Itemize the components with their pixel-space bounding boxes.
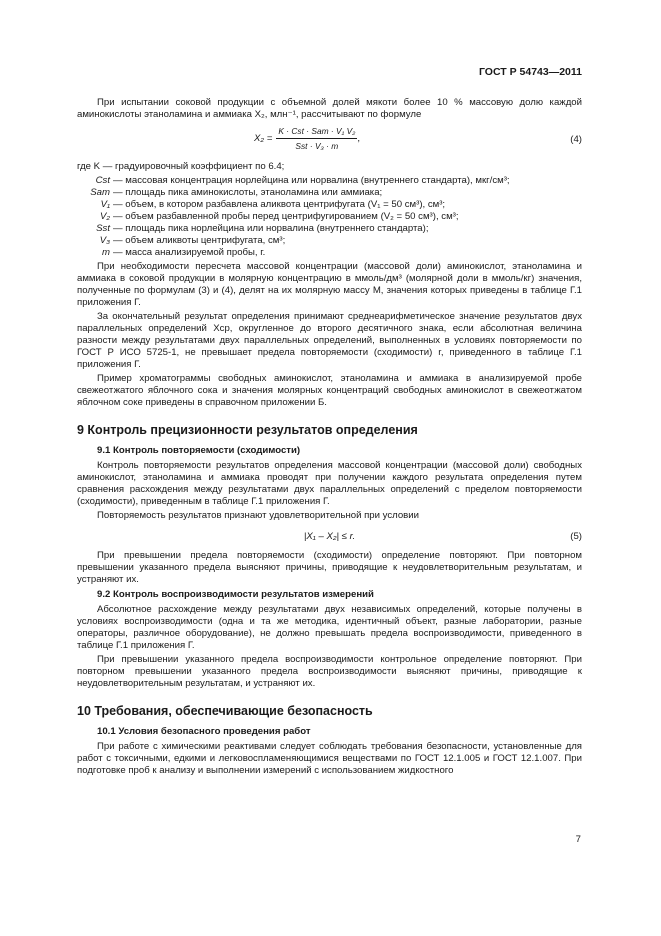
section-10-title: 10 Требования, обеспечивающие безопасность	[77, 704, 373, 718]
definition-symbol: Cst	[95, 175, 110, 186]
definition-symbol: V₃	[99, 235, 110, 246]
definition-text: — площадь пика норлейцина или норвалина (внутреннего стандарта);	[113, 223, 429, 234]
definition-symbol: Sst	[96, 223, 110, 234]
definition-symbol: m	[102, 247, 110, 258]
formula-4-fraction	[276, 125, 357, 152]
definition-text: — площадь пика аминокислоты, этаноламина или аммиака;	[113, 187, 383, 198]
formula-5-number: (5)	[570, 531, 582, 542]
definition-item	[77, 211, 582, 223]
definition-text: — масса анализируемой пробы, г.	[113, 247, 266, 258]
formula-5-expression: |X₁ – X₂| ≤ r.	[303, 531, 356, 542]
paragraph-9-1-b: Повторяемость результатов признают удовлетворительной при условии	[97, 510, 419, 521]
paragraph-chromatogram-example: Пример хроматограммы свободных аминокислот, этаноламина и аммиака в анализируемой пробе свежеотжатого яблочного сока и значения молярных концентраций свободных аминокислот в свежеотжатом яблочном соке приведены в справочном приложении Б.	[77, 373, 582, 408]
subsection-9-2-title: 9.2 Контроль воспроизводимости результатов измерений	[97, 589, 374, 600]
paragraph-9-2-b: При превышении указанного предела воспроизводимости контрольное определение повторяют. При повторном превышении указанного предела воспроизводимости выясняют причины, приводящие к неудовлетворительным результатам, и устраняют их.	[77, 654, 582, 689]
formula-5	[77, 526, 582, 548]
paragraph-9-1-a: Контроль повторяемости результатов определения массовой концентрации (массовой доли) свободных аминокислот, этаноламина и аммиака проводят при получении каждого результата определения путем сравнения расхождения между результатами двух параллельных определений с пределом повторяемости (сходимости), приведенным в таблице Г.1 приложения Г.	[77, 460, 582, 507]
definition-item	[77, 175, 582, 187]
page-number: 7	[575, 834, 581, 845]
definition-text: — объем аликвоты центрифугата, см³;	[113, 235, 286, 246]
paragraph-10-1-a: При работе с химическими реактивами следует соблюдать требования безопасности, установленные для работ с токсичными, едкими и легковоспламеняющимися веществами по ГОСТ 12.1.005 и ГОСТ 12.1.007. При подготовке проб к анализу и выполнении измерений с использованием жидкостного	[77, 741, 582, 776]
section-9-title: 9 Контроль прецизионности результатов определения	[77, 423, 418, 437]
document-code: ГОСТ Р 54743—2011	[478, 66, 582, 78]
subsection-9-1-title: 9.1 Контроль повторяемости (сходимости)	[97, 445, 301, 456]
formula-4-numerator: K · Cst · Sam · V₁ V₂	[276, 125, 357, 139]
definition-text: — объем разбавленной пробы перед центрифугированием (V₂ = 50 см³), см³;	[113, 211, 459, 222]
page-content	[77, 97, 582, 779]
intro-paragraph: При испытании соковой продукции с объемной долей мякоти более 10 % массовую долю каждой аминокислоты этаноламина и аммиака X₂, млн⁻¹, рассчитывают по формуле	[77, 97, 582, 120]
formula-4-tail: ,	[357, 132, 361, 144]
paragraph-molar-conversion: При необходимости пересчета массовой концентрации (массовой доли) аминокислот, этаноламина и аммиака в соковой продукции в молярную концентрацию в ммоль/дм³ (молярной доли в ммоль/кг) значения, полученные по формулам (3) и (4), делят на их молярную массу М, значения которых приведены в таблице Г.1 приложения Г.	[77, 261, 582, 308]
definition-text: — объем, в котором разбавлена аликвота центрифугата (V₁ = 50 см³), см³;	[113, 199, 446, 210]
subsection-10-1-title: 10.1 Условия безопасного проведения работ	[97, 726, 311, 737]
definition-item	[77, 199, 582, 211]
where-line: где K — градуировочный коэффициент по 6.4;	[77, 161, 285, 172]
formula-4-denominator: Sst · V₃ · m	[295, 141, 339, 151]
definition-item	[77, 187, 582, 199]
paragraph-final-result: За окончательный результат определения принимают среднеарифметическое значение результатов двух параллельных определений Xср, округленное до второго десятичного знака, если абсолютная величина разности между результатами двух параллельных определений, выполненных в условиях повторяемости по ГОСТ Р ИСО 5725-1, не превышает предела повторяемости (сходимости) r, приведенного в таблице Г.1 приложения Г.	[77, 311, 582, 370]
definition-symbol: Sam	[90, 187, 110, 198]
paragraph-9-2-a: Абсолютное расхождение между результатами двух независимых определений, которые получены в условиях воспроизводимости (одна и та же методика, идентичный объект, разные лаборатории, разные операторы, различное оборудование), не должно превышать предела воспроизводимости, приведенного в таблице Г.1 приложения Г.	[77, 604, 582, 651]
definition-text: — массовая концентрация норлейцина или норвалина (внутреннего стандарта), мкг/см³;	[113, 175, 510, 186]
definition-symbol: V₂	[99, 211, 110, 222]
definition-item	[77, 247, 582, 259]
definition-item	[77, 235, 582, 247]
formula-4-lhs: X₂ =	[254, 132, 273, 144]
formula-4	[77, 125, 582, 155]
formula-4-expression	[254, 125, 360, 152]
paragraph-9-1-c: При превышении предела повторяемости (сходимости) определение повторяют. При повторном превышении указанного предела выясняют причины, приводящие к неудовлетворительным результатам, и устраняют их.	[77, 550, 582, 585]
definition-item	[77, 223, 582, 235]
definitions-list	[77, 175, 582, 259]
definition-symbol: V₁	[100, 199, 110, 210]
formula-4-number: (4)	[570, 134, 582, 145]
